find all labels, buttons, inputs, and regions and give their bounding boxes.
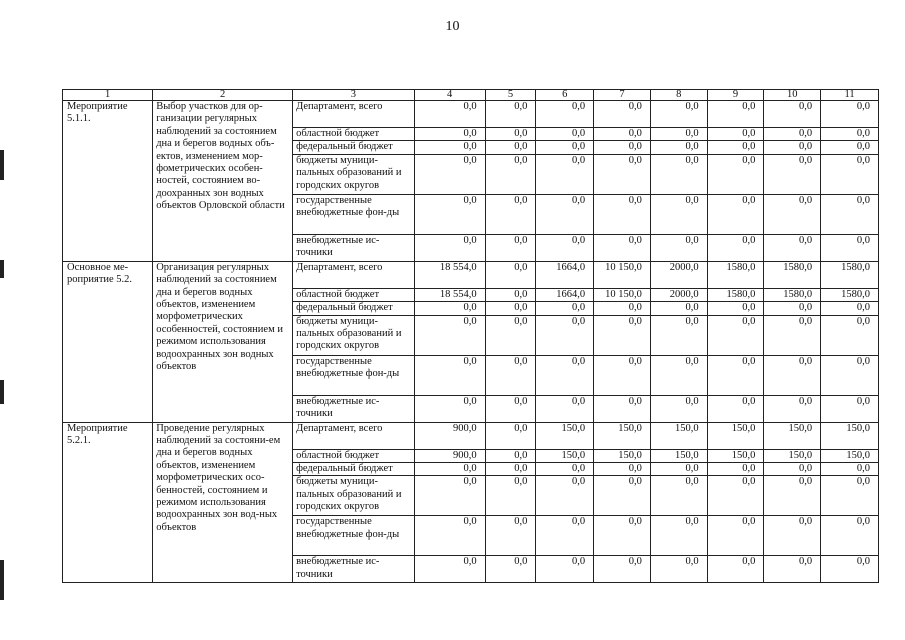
amount-cell: 0,0 — [485, 154, 536, 194]
amount-cell: 0,0 — [536, 154, 594, 194]
amount-cell: 0,0 — [594, 101, 651, 128]
funding-source: бюджеты муници-пальных образований и городских округов — [293, 315, 415, 355]
amount-cell: 0,0 — [536, 315, 594, 355]
amount-cell: 0,0 — [764, 101, 821, 128]
amount-cell: 0,0 — [764, 395, 821, 422]
amount-cell: 0,0 — [485, 556, 536, 583]
amount-cell: 0,0 — [414, 101, 485, 128]
funding-source: внебюджетные ис-точники — [293, 234, 415, 261]
amount-cell: 0,0 — [764, 302, 821, 315]
funding-source: государственные внебюджетные фон-ды — [293, 194, 415, 234]
amount-cell: 0,0 — [414, 141, 485, 154]
amount-cell: 0,0 — [485, 476, 536, 516]
amount-cell: 0,0 — [650, 234, 707, 261]
amount-cell: 150,0 — [707, 449, 764, 462]
amount-cell: 0,0 — [485, 315, 536, 355]
amount-cell: 0,0 — [594, 556, 651, 583]
amount-cell: 0,0 — [707, 154, 764, 194]
column-header-4: 4 — [414, 90, 485, 101]
amount-cell: 0,0 — [764, 128, 821, 141]
amount-cell: 1580,0 — [821, 288, 879, 301]
amount-cell: 150,0 — [764, 422, 821, 449]
amount-cell: 2000,0 — [650, 261, 707, 288]
amount-cell: 0,0 — [821, 141, 879, 154]
funding-source: государственные внебюджетные фон-ды — [293, 516, 415, 556]
column-header-2: 2 — [153, 90, 293, 101]
measure-cell: Мероприятие 5.1.1. — [63, 101, 153, 262]
amount-cell: 0,0 — [650, 141, 707, 154]
amount-cell: 0,0 — [650, 355, 707, 395]
funding-source: областной бюджет — [293, 128, 415, 141]
measure-description: Проведение регулярных наблюдений за состояни-ем дна и берегов водных объектов, изменением морфометрических осо-бенностей, состоянием и режимом использования водоохранных зон вод-ных объектов — [153, 422, 293, 583]
funding-source: внебюджетные ис-точники — [293, 395, 415, 422]
amount-cell: 0,0 — [821, 154, 879, 194]
amount-cell: 0,0 — [536, 302, 594, 315]
amount-cell: 0,0 — [414, 154, 485, 194]
amount-cell: 0,0 — [485, 194, 536, 234]
amount-cell: 0,0 — [536, 194, 594, 234]
amount-cell: 0,0 — [650, 556, 707, 583]
column-header-7: 7 — [594, 90, 651, 101]
amount-cell: 150,0 — [536, 422, 594, 449]
amount-cell: 0,0 — [707, 234, 764, 261]
amount-cell: 0,0 — [536, 395, 594, 422]
column-header-8: 8 — [650, 90, 707, 101]
header-row — [63, 90, 879, 101]
amount-cell: 150,0 — [821, 422, 879, 449]
amount-cell: 0,0 — [414, 516, 485, 556]
amount-cell: 0,0 — [594, 463, 651, 476]
amount-cell: 1664,0 — [536, 288, 594, 301]
amount-cell: 0,0 — [485, 101, 536, 128]
table-row — [63, 261, 879, 288]
amount-cell: 0,0 — [764, 476, 821, 516]
amount-cell: 150,0 — [594, 422, 651, 449]
amount-cell: 0,0 — [594, 302, 651, 315]
amount-cell: 0,0 — [707, 101, 764, 128]
amount-cell: 150,0 — [650, 422, 707, 449]
amount-cell: 0,0 — [650, 463, 707, 476]
amount-cell: 0,0 — [707, 128, 764, 141]
amount-cell: 150,0 — [594, 449, 651, 462]
amount-cell: 0,0 — [414, 476, 485, 516]
amount-cell: 0,0 — [650, 128, 707, 141]
amount-cell: 0,0 — [485, 355, 536, 395]
amount-cell: 0,0 — [485, 302, 536, 315]
funding-source: бюджеты муници-пальных образований и городских округов — [293, 476, 415, 516]
amount-cell: 0,0 — [764, 315, 821, 355]
amount-cell: 900,0 — [414, 449, 485, 462]
amount-cell: 900,0 — [414, 422, 485, 449]
amount-cell: 0,0 — [485, 128, 536, 141]
column-header-6: 6 — [536, 90, 594, 101]
amount-cell: 1664,0 — [536, 261, 594, 288]
column-header-9: 9 — [707, 90, 764, 101]
column-header-11: 11 — [821, 90, 879, 101]
amount-cell: 0,0 — [821, 234, 879, 261]
amount-cell: 0,0 — [821, 395, 879, 422]
amount-cell: 0,0 — [764, 234, 821, 261]
funding-source: областной бюджет — [293, 449, 415, 462]
amount-cell: 0,0 — [821, 302, 879, 315]
amount-cell: 0,0 — [485, 463, 536, 476]
amount-cell: 0,0 — [707, 556, 764, 583]
measure-description: Выбор участков для ор-ганизации регулярных наблюдений за состоянием дна и берегов водных объ-ектов, изменением мор-фометрических особен-ностей, состоянием во-доохранных зон водных объектов Орловской области — [153, 101, 293, 262]
amount-cell: 1580,0 — [707, 288, 764, 301]
amount-cell: 0,0 — [707, 302, 764, 315]
measure-cell: Мероприятие 5.2.1. — [63, 422, 153, 583]
amount-cell: 18 554,0 — [414, 261, 485, 288]
amount-cell: 0,0 — [821, 556, 879, 583]
amount-cell: 0,0 — [764, 154, 821, 194]
table-row — [63, 101, 879, 128]
amount-cell: 0,0 — [485, 422, 536, 449]
amount-cell: 2000,0 — [650, 288, 707, 301]
amount-cell: 0,0 — [650, 315, 707, 355]
amount-cell: 0,0 — [821, 315, 879, 355]
amount-cell: 0,0 — [536, 463, 594, 476]
amount-cell: 0,0 — [594, 128, 651, 141]
amount-cell: 0,0 — [536, 234, 594, 261]
funding-source: бюджеты муници-пальных образований и городских округов — [293, 154, 415, 194]
column-header-5: 5 — [485, 90, 536, 101]
funding-source: федеральный бюджет — [293, 463, 415, 476]
amount-cell: 150,0 — [707, 422, 764, 449]
amount-cell: 0,0 — [821, 101, 879, 128]
amount-cell: 10 150,0 — [594, 288, 651, 301]
amount-cell: 0,0 — [485, 516, 536, 556]
amount-cell: 0,0 — [414, 302, 485, 315]
amount-cell: 0,0 — [485, 288, 536, 301]
amount-cell: 0,0 — [821, 128, 879, 141]
amount-cell: 0,0 — [821, 355, 879, 395]
amount-cell: 0,0 — [594, 516, 651, 556]
amount-cell: 10 150,0 — [594, 261, 651, 288]
amount-cell: 0,0 — [594, 141, 651, 154]
amount-cell: 1580,0 — [764, 261, 821, 288]
amount-cell: 0,0 — [485, 395, 536, 422]
amount-cell: 0,0 — [536, 355, 594, 395]
amount-cell: 0,0 — [764, 556, 821, 583]
amount-cell: 0,0 — [707, 395, 764, 422]
amount-cell: 1580,0 — [821, 261, 879, 288]
amount-cell: 0,0 — [650, 194, 707, 234]
amount-cell: 0,0 — [650, 476, 707, 516]
amount-cell: 0,0 — [414, 463, 485, 476]
amount-cell: 0,0 — [536, 476, 594, 516]
amount-cell: 0,0 — [414, 315, 485, 355]
amount-cell: 0,0 — [821, 516, 879, 556]
amount-cell: 0,0 — [594, 194, 651, 234]
amount-cell: 0,0 — [821, 476, 879, 516]
amount-cell: 0,0 — [707, 516, 764, 556]
amount-cell: 0,0 — [536, 141, 594, 154]
amount-cell: 0,0 — [707, 194, 764, 234]
amount-cell: 0,0 — [821, 463, 879, 476]
amount-cell: 0,0 — [707, 141, 764, 154]
amount-cell: 0,0 — [594, 395, 651, 422]
amount-cell: 0,0 — [764, 194, 821, 234]
funding-source: Департамент, всего — [293, 422, 415, 449]
table-row — [63, 422, 879, 449]
amount-cell: 150,0 — [821, 449, 879, 462]
amount-cell: 150,0 — [650, 449, 707, 462]
measure-description: Организация регулярных наблюдений за состоянием дна и берегов водных объектов, изменением морфометрических особенностей, состоянием и режимом использования водоохранных зон водных объектов — [153, 261, 293, 422]
amount-cell: 0,0 — [536, 101, 594, 128]
amount-cell: 150,0 — [764, 449, 821, 462]
amount-cell: 0,0 — [414, 355, 485, 395]
amount-cell: 0,0 — [485, 234, 536, 261]
amount-cell: 0,0 — [650, 154, 707, 194]
amount-cell: 0,0 — [707, 476, 764, 516]
funding-source: федеральный бюджет — [293, 141, 415, 154]
amount-cell: 0,0 — [821, 194, 879, 234]
funding-source: государственные внебюджетные фон-ды — [293, 355, 415, 395]
amount-cell: 0,0 — [594, 315, 651, 355]
column-header-1: 1 — [63, 90, 153, 101]
measure-cell: Основное ме-роприятие 5.2. — [63, 261, 153, 422]
amount-cell: 0,0 — [414, 234, 485, 261]
amount-cell: 150,0 — [536, 449, 594, 462]
amount-cell: 0,0 — [536, 516, 594, 556]
funding-source: внебюджетные ис-точники — [293, 556, 415, 583]
amount-cell: 0,0 — [414, 395, 485, 422]
column-header-10: 10 — [764, 90, 821, 101]
funding-source: областной бюджет — [293, 288, 415, 301]
amount-cell: 0,0 — [536, 128, 594, 141]
column-header-3: 3 — [293, 90, 415, 101]
amount-cell: 0,0 — [650, 395, 707, 422]
page-number: 10 — [445, 19, 460, 34]
amount-cell: 0,0 — [650, 516, 707, 556]
amount-cell: 0,0 — [594, 154, 651, 194]
amount-cell: 0,0 — [594, 234, 651, 261]
amount-cell: 0,0 — [650, 302, 707, 315]
funding-source: федеральный бюджет — [293, 302, 415, 315]
amount-cell: 0,0 — [594, 476, 651, 516]
amount-cell: 0,0 — [764, 516, 821, 556]
budget-table — [62, 89, 879, 583]
amount-cell: 0,0 — [764, 141, 821, 154]
amount-cell: 0,0 — [707, 355, 764, 395]
amount-cell: 0,0 — [414, 128, 485, 141]
amount-cell: 0,0 — [414, 556, 485, 583]
amount-cell: 1580,0 — [764, 288, 821, 301]
amount-cell: 0,0 — [764, 463, 821, 476]
amount-cell: 0,0 — [764, 355, 821, 395]
amount-cell: 0,0 — [414, 194, 485, 234]
amount-cell: 0,0 — [485, 141, 536, 154]
amount-cell: 1580,0 — [707, 261, 764, 288]
amount-cell: 0,0 — [594, 355, 651, 395]
amount-cell: 0,0 — [485, 261, 536, 288]
amount-cell: 0,0 — [707, 463, 764, 476]
scan-edge-artifact — [0, 0, 6, 640]
amount-cell: 0,0 — [485, 449, 536, 462]
amount-cell: 18 554,0 — [414, 288, 485, 301]
amount-cell: 0,0 — [536, 556, 594, 583]
amount-cell: 0,0 — [707, 315, 764, 355]
amount-cell: 0,0 — [650, 101, 707, 128]
funding-source: Департамент, всего — [293, 261, 415, 288]
funding-source: Департамент, всего — [293, 101, 415, 128]
